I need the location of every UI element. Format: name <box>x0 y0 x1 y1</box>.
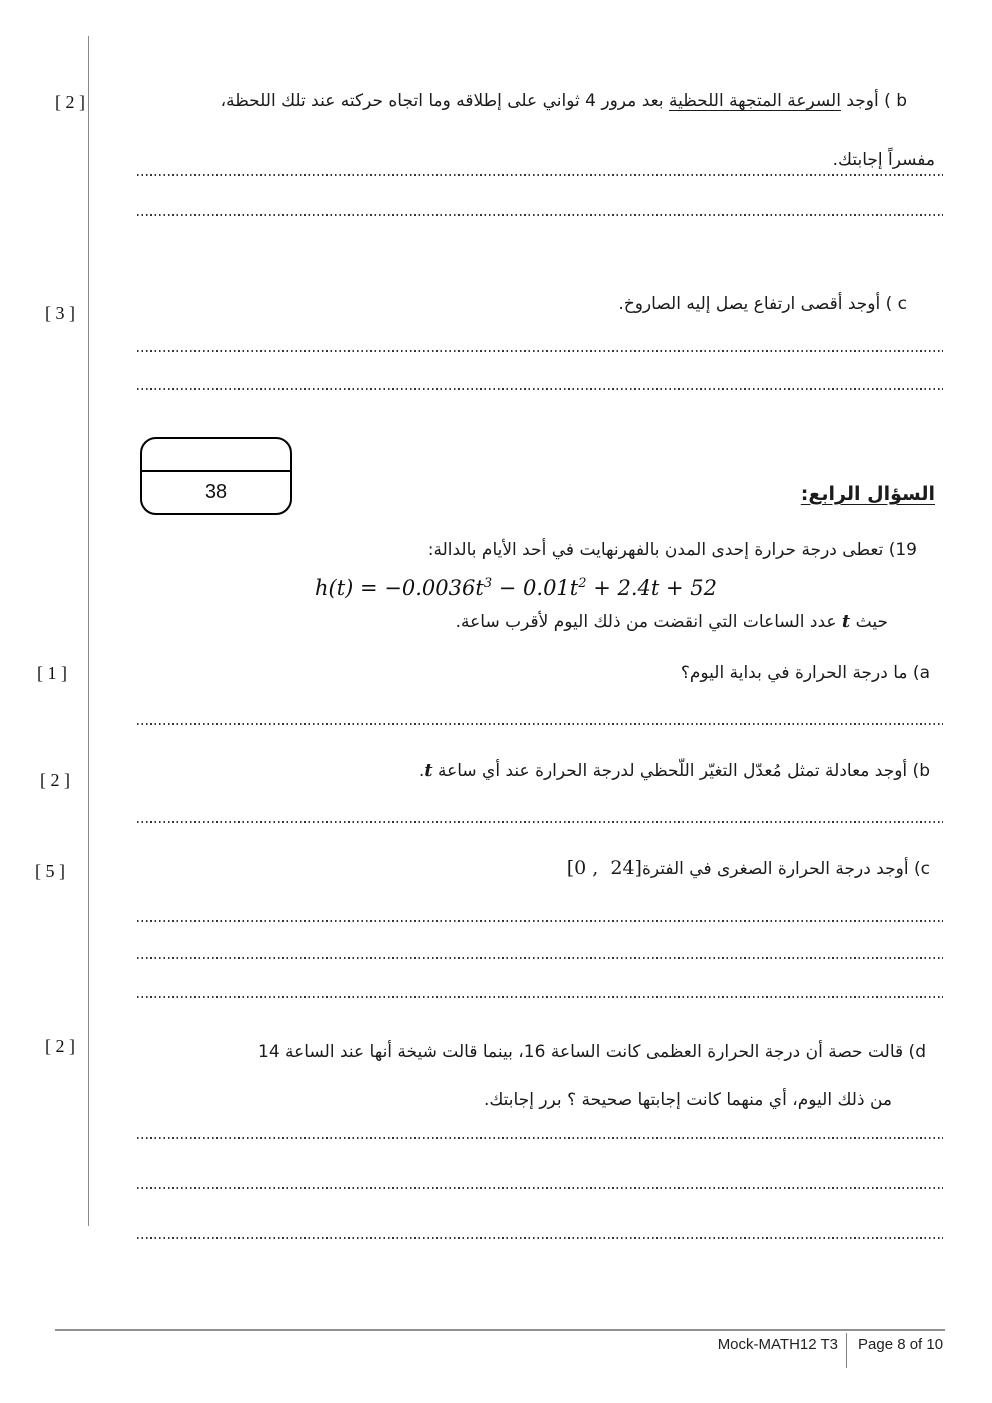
q19-part-d <box>156 1028 926 1124</box>
question-rocket-c: c ) أوجد أقصى ارتفاع يصل إليه الصاروخ. <box>618 294 907 314</box>
mark-q19-b: [ 2 ] <box>40 770 70 790</box>
score-box <box>140 437 292 515</box>
answer-line <box>137 957 943 959</box>
answer-line <box>137 1187 943 1189</box>
part-label: b ) <box>878 91 907 111</box>
section-heading: السؤال الرابع: <box>800 483 935 505</box>
answer-line <box>137 996 943 998</box>
answer-line <box>137 821 943 823</box>
variable-t: t <box>424 760 433 781</box>
q19-formula: $h(t) = -0.0036t^3 - 0.01t^2 + 2.4t + 52$ <box>315 576 717 600</box>
q19-where: حيث t عدد الساعات التي انقضت من ذلك اليوم لأقرب ساعة. <box>455 611 888 632</box>
answer-line <box>137 920 943 922</box>
answer-line <box>137 350 943 352</box>
q19-part-d-line2: من ذلك اليوم، أي منهما كانت إجابتها صحيحة ؟ برر إجابتك. <box>483 1090 892 1110</box>
question-rocket-b-line2: مفسراً إجابتك. <box>832 150 935 170</box>
q19-part-d-line1: d) قالت حصة أن درجة الحرارة العظمى كانت الساعة 16، بينما قالت شيخة أنها عند الساعة 14 <box>258 1042 926 1062</box>
answer-line <box>137 388 943 390</box>
question-rocket-b-line1: b ) أوجد السرعة المتجهة اللحظية بعد مرور 4 ثواني على إطلاقه وما اتجاه حركته عند تلك اللحظة، <box>220 91 907 111</box>
footer-doc-code: Mock-MATH12 T3 <box>717 1336 838 1353</box>
q19-part-a: a) ما درجة الحرارة في بداية اليوم؟ <box>680 663 930 683</box>
answer-line <box>137 1237 943 1239</box>
footer-page-number: Page 8 of 10 <box>858 1336 944 1353</box>
interval-notation: [0 , 24] <box>566 857 642 879</box>
answer-line <box>137 174 943 176</box>
mark-rocket-c: [ 3 ] <box>45 303 75 323</box>
underlined-term: السرعة المتجهة اللحظية <box>668 91 841 111</box>
q19-part-b: b) أوجد معادلة تمثل مُعدّل التغيّر اللّحظي لدرجة الحرارة عند أي ساعة t. <box>418 760 930 781</box>
question-rocket-b <box>125 72 935 190</box>
answer-line <box>137 1137 943 1139</box>
q19-part-c: c) أوجد درجة الحرارة الصغرى في الفترة[0 , 24] <box>566 857 930 879</box>
mark-rocket-b: [ 2 ] <box>55 92 85 112</box>
score-box-value: 38 <box>204 481 228 503</box>
mark-q19-c: [ 5 ] <box>35 861 65 881</box>
answer-line <box>137 723 943 725</box>
score-box-empty-cell <box>142 439 290 472</box>
footer-rule <box>55 1329 945 1331</box>
footer-divider <box>846 1333 847 1368</box>
mark-q19-a: [ 1 ] <box>37 663 67 683</box>
mark-q19-d: [ 2 ] <box>45 1036 75 1056</box>
q19-intro: 19) تعطى درجة حرارة إحدى المدن بالفهرنهايت في أحد الأيام بالدالة: <box>427 540 917 560</box>
variable-t: t <box>841 611 851 632</box>
answer-line <box>137 214 943 216</box>
